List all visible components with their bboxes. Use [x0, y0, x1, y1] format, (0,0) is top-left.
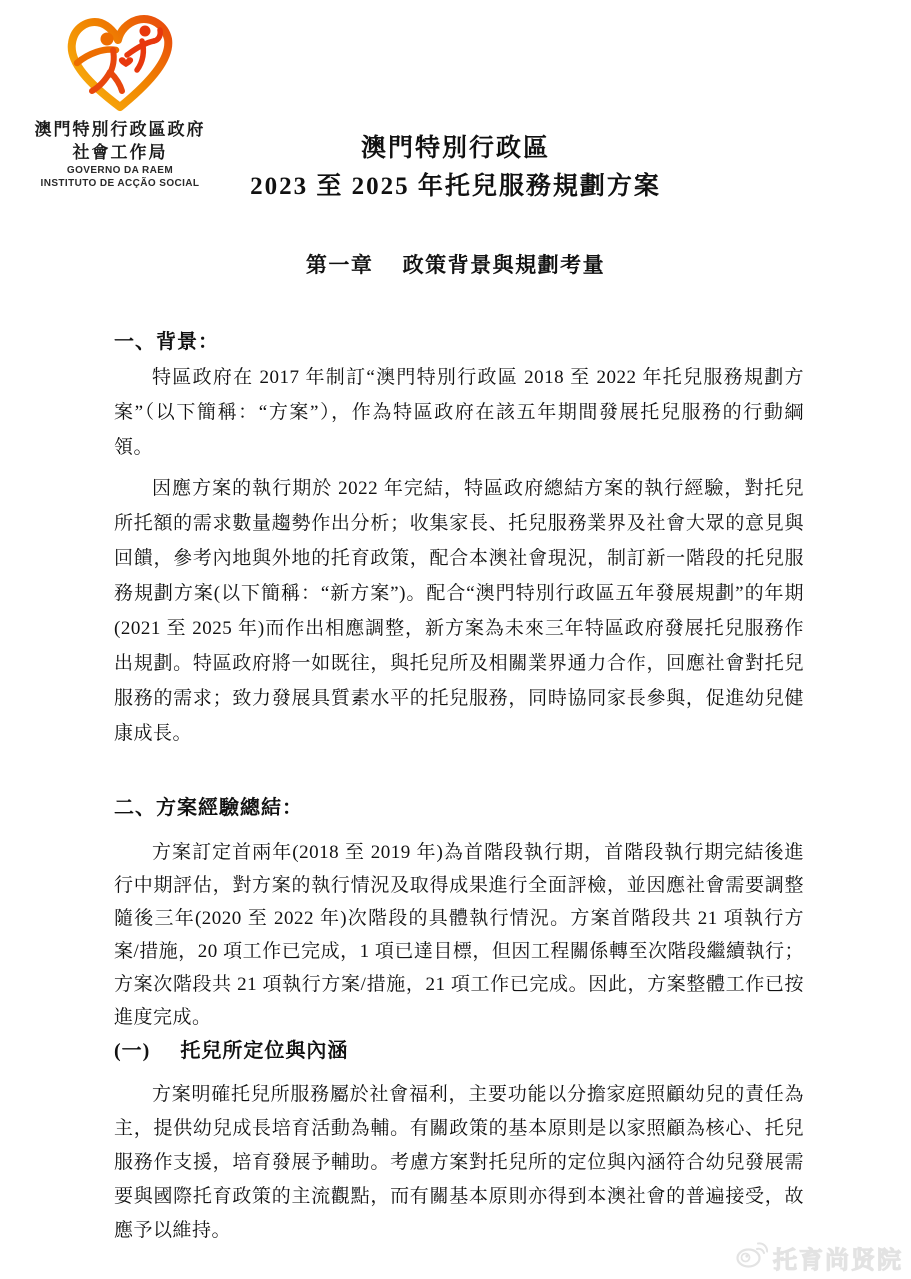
section-1-paragraph-1: 特區政府在 2017 年制訂“澳門特別行政區 2018 至 2022 年托兒服務規劃方案”（以下簡稱：“方案”），作為特區政府在該五年期間發展托兒服務的行動綱領。: [114, 367, 804, 458]
section-2-heading: 二、方案經驗總結：: [114, 797, 303, 819]
org-name-pt-line2: INSTITUTO DE ACÇÃO SOCIAL: [40, 178, 200, 189]
subsection-1-paragraph-1: 方案明確托兒所服務屬於社會福利，主要功能以分擔家庭照顧幼兒的責任為主，提供幼兒成長培育活動為輔。有關政策的基本原則是以家照顧為核心、托兒服務作支援，培育發展予輔助。考慮方案對托兒所的定位與內涵符合幼兒發展需要與國際托育政策的主流觀點，而有關基本原則亦得到本澳社會的普遍接受，故應予以維持。: [114, 1084, 804, 1241]
watermark-text: 托育尚贤院: [773, 1247, 903, 1274]
section-1-paragraph-2: 因應方案的執行期於 2022 年完結，特區政府總結方案的執行經驗，對托兒所托額的需求數量趨勢作出分析；收集家長、托兒服務業界及社會大眾的意見與回饋，參考內地與外地的托育政策，配合本澳社會現況，制訂新一階段的托兒服務規劃方案(以下簡稱：“新方案”)。配合“澳門特別行政區五年發展規劃”的年期(2021 至 2025 年)而作出相應調整，新方案為未來三年特區政府發展托兒服務作出規劃。特區政府將一如既往，與托兒所及相關業界通力合作，回應社會對托兒服務的需求；致力發展具質素水平的托兒服務，同時協同家長參與，促進幼兒健康成長。: [114, 478, 804, 744]
document-title-line2: 2023 至 2025 年托兒服務規劃方案: [250, 173, 661, 200]
watermark: [736, 1240, 903, 1275]
section-1-heading: 一、背景：: [114, 331, 219, 353]
document-title: [0, 130, 911, 206]
org-name-zh-line2: 社會工作局: [72, 143, 168, 162]
org-name-pt-line1: GOVERNO DA RAEM: [66, 165, 174, 176]
section-2-paragraph-1: 方案訂定首兩年(2018 至 2019 年)為首階段執行期，首階段執行期完結後進行中期評估，對方案的執行情況及取得成果進行全面評檢，並因應社會需要調整隨後三年(2020 至 2022 年)次階段的具體執行情況。方案首階段共 21 項執行方案/措施，20 項工作已完成，1 項已達目標，但因工程關係轉至次階段繼續執行；方案次階段共 21 項執行方案/措施，21 項工作已完成。因此，方案整體工作已按進度完成。: [114, 842, 804, 1028]
weibo-icon: [736, 1240, 768, 1275]
subsection-1-heading: [114, 1034, 804, 1063]
chapter-heading: 第一章 政策背景與規劃考量: [305, 253, 606, 277]
subsection-1-title: 托兒所定位與內涵: [180, 1040, 349, 1062]
ias-heart-logo-icon: [20, 10, 220, 114]
subsection-1-number: (一): [114, 1040, 151, 1062]
document-title-line1: 澳門特別行政區: [360, 135, 550, 162]
org-name-zh-line1: 澳門特別行政區政府: [34, 120, 206, 139]
